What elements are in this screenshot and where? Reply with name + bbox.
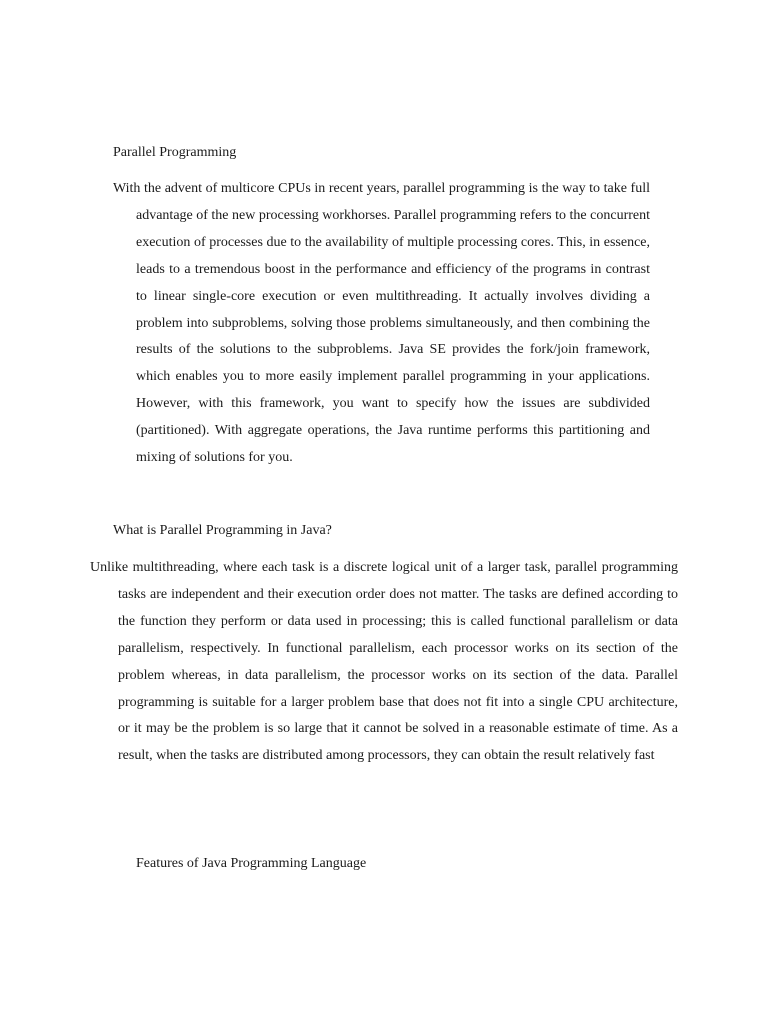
section-heading-parallel-programming-in-java: What is Parallel Programming in Java? <box>113 523 332 538</box>
section-paragraph-parallel-programming-in-java: Unlike multithreading, where each task is a discrete logical unit of a larger task, parallel programming tasks are independent and their execution order does not matter. The tasks are defined according to the function they perform or data used in processing; this is called functional parallelism or data parallelism, respectively. In functional parallelism, each processor works on its section of the problem whereas, in data parallelism, the processor works on its section of the data. Parallel programming is suitable for a larger problem base that does not fit into a single CPU architecture, or it may be the problem is so large that it cannot be solved in a reasonable estimate of time. As a result, when the tasks are distributed among processors, they can obtain the result relatively fast <box>90 560 678 764</box>
section-heading-features-of-java: Features of Java Programming Language <box>136 856 367 871</box>
section-heading-parallel-programming: Parallel Programming <box>113 145 237 160</box>
section-paragraph-parallel-programming: With the advent of multicore CPUs in recent years, parallel programming is the way to take full advantage of the new processing workhorses. Parallel programming refers to the concurrent execution of processes due to the availability of multiple processing cores. This, in essence, leads to a tremendous boost in the performance and efficiency of the programs in contrast to linear single-core execution or even multithreading. It actually involves dividing a problem into subproblems, solving those problems simultaneously, and then combining the results of the solutions to the subproblems. Java SE provides the fork/join framework, which enables you to more easily implement parallel programming in your applications. However, with this framework, you want to specify how the issues are subdivided (partitioned). With aggregate operations, the Java runtime performs this partitioning and mixing of solutions for you. <box>113 181 650 466</box>
